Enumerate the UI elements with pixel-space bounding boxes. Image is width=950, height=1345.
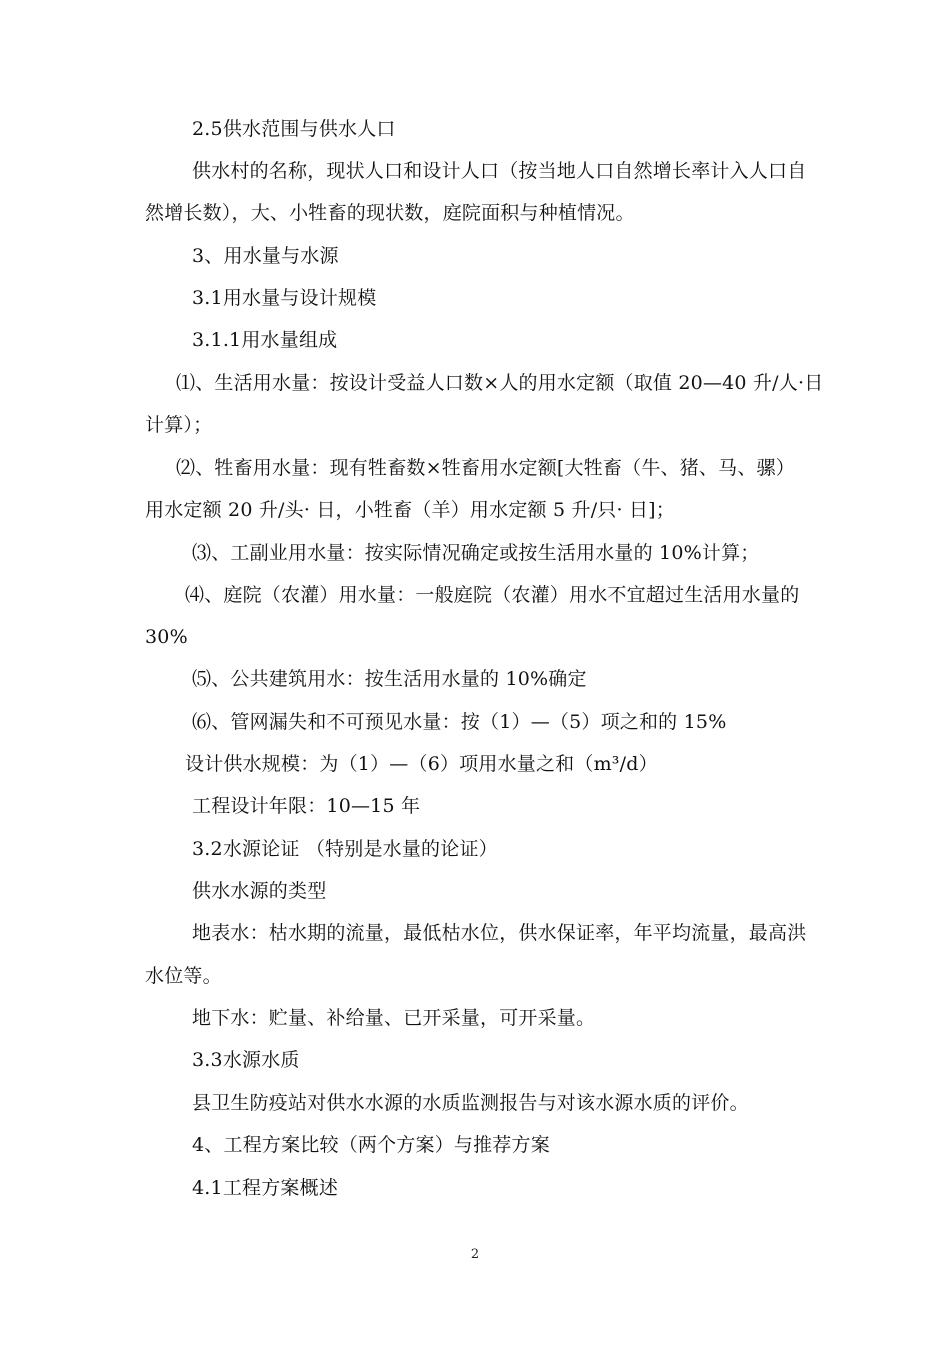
section-heading: 4.1工程方案概述: [192, 1177, 339, 1199]
paragraph-line: 供水村的名称，现状人口和设计人口（按当地人口自然增长率计入人口自: [192, 160, 807, 182]
section-heading: 3、用水量与水源: [192, 245, 339, 267]
paragraph-line: 地下水：贮量、补给量、已开采量，可开采量。: [192, 1007, 596, 1029]
list-item-line: ⑸、公共建筑用水：按生活用水量的 10%确定: [192, 668, 587, 690]
paragraph-line: 地表水：枯水期的流量，最低枯水位，供水保证率，年平均流量，最高洪: [192, 922, 807, 944]
list-item-line: ⑶、工副业用水量：按实际情况确定或按生活用水量的 10%计算；: [192, 542, 760, 564]
list-item-line: ⑴、生活用水量：按设计受益人口数×人的用水定额（取值 20—40 升/人·日: [176, 372, 824, 394]
paragraph-line: 县卫生防疫站对供水水源的水质监测报告与对该水源水质的评价。: [192, 1092, 749, 1114]
section-heading: 4、工程方案比较（两个方案）与推荐方案: [192, 1134, 550, 1156]
paragraph-line: 水位等。: [145, 965, 222, 987]
list-item-line: ⑵、牲畜用水量：现有牲畜数×牲畜用水定额[大牲畜（牛、猪、马、骡）: [176, 457, 795, 479]
section-heading: 3.3水源水质: [192, 1049, 300, 1071]
paragraph-line: 工程设计年限：10—15 年: [192, 795, 421, 817]
list-item-line: ⑹、管网漏失和不可预见水量：按（1）—（5）项之和的 15%: [192, 711, 727, 733]
section-heading: 3.1用水量与设计规模: [192, 287, 377, 309]
paragraph-line: 设计供水规模：为（1）—（6）项用水量之和（m³/d）: [185, 753, 658, 775]
paragraph-line: 然增长数），大、小牲畜的现状数，庭院面积与种植情况。: [145, 202, 635, 224]
list-item-line: 30%: [145, 626, 188, 648]
section-heading: 3.1.1用水量组成: [192, 329, 338, 351]
page-number: 2: [470, 1247, 480, 1262]
list-item-line: ⑷、庭院（农灌）用水量：一般庭院（农灌）用水不宜超过生活用水量的: [185, 584, 800, 606]
list-item-line: 计算）；: [145, 414, 213, 436]
section-heading: 2.5供水范围与供水人口: [192, 118, 396, 140]
paragraph-line: 供水水源的类型: [192, 880, 327, 902]
list-item-line: 用水定额 20 升/头· 日，小牲畜（羊）用水定额 5 升/只· 日]；: [145, 499, 675, 521]
section-heading: 3.2水源论证 （特别是水量的论证）: [192, 838, 498, 860]
